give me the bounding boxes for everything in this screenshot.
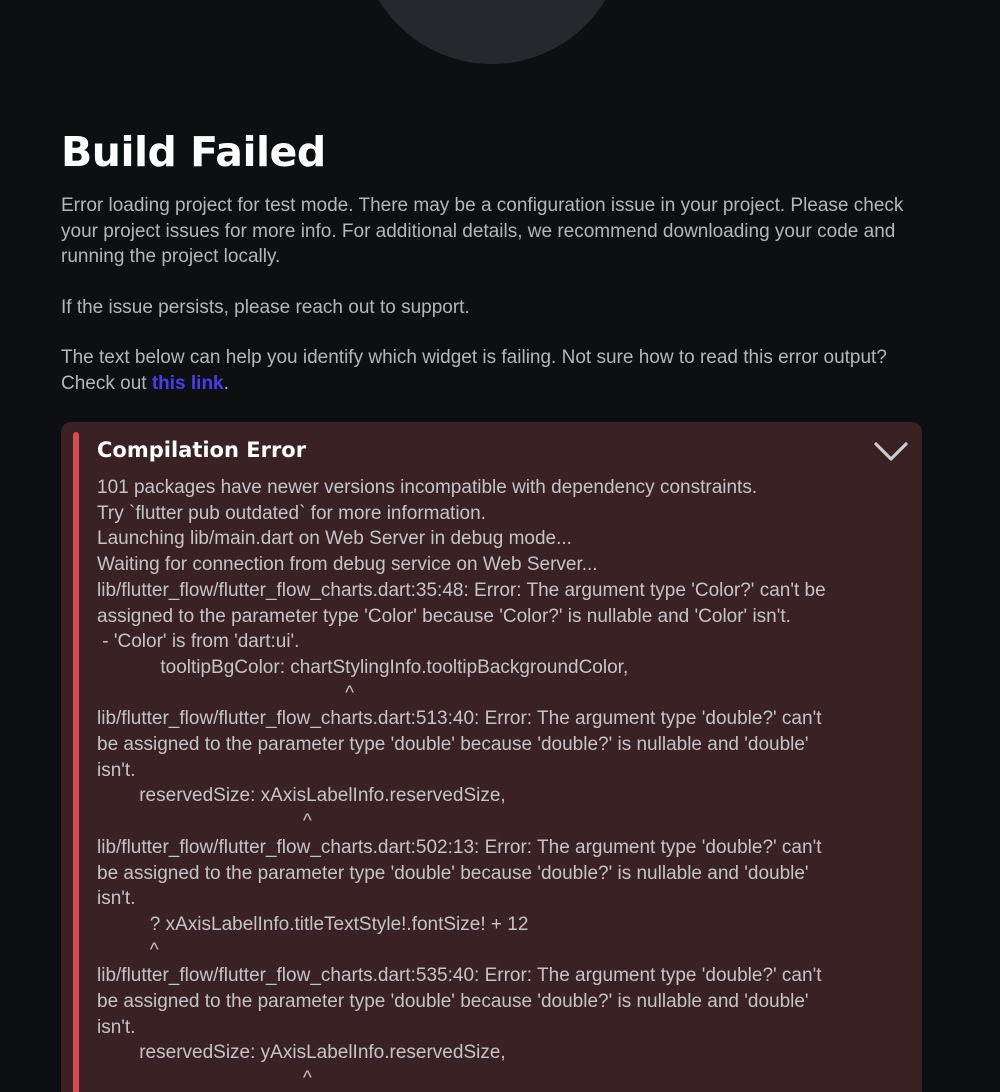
chevron-down-icon (873, 438, 909, 466)
page-title: Build Failed (61, 128, 326, 176)
compilation-error-panel (61, 422, 922, 1092)
error-illustration (360, 0, 624, 64)
error-accent-bar (73, 432, 79, 1092)
help-link[interactable]: this link (151, 372, 224, 394)
main-content (61, 126, 923, 396)
help-text (61, 345, 923, 396)
support-text: If the issue persists, please reach out to support. (61, 296, 470, 318)
error-output: 101 packages have newer versions incompatible with dependency constraints. Try `flutter pub outdated` for more information. Launching lib/main.dart on Web Server in debug mode... Waiting for connection from debug service on Web Server... lib/flutter_flow/flutter_flow_charts.dart:35:48: Error: The argument type 'Color?' can't be assigned to the parameter type 'Color' because 'Color?' is nullable and 'Color' isn't. - 'Color' is from 'dart:ui'. tooltipBgColor: chartStylingInfo.tooltipBackgroundColor, ^ lib/flutter_flow/flutter_flow_charts.dart:513:40: Error: The argument type 'double?' can't be assigned to the parameter type 'double' because 'double?' is nullable and 'double' isn't. reservedSize: xAxisLabelInfo.reservedSize, ^ lib/flutter_flow/flutter_flow_charts.dart:502:13: Error: The argument type 'double?' can't be assigned to the parameter type 'double' because 'double?' is nullable and 'double' isn't. ? xAxisLabelInfo.titleTextStyle!.fontSize! + 12 ^ lib/flutter_flow/flutter_flow_charts.dart:535:40: Error: The argument type 'double?' can't be assigned to the parameter type 'double' because 'double?' is nullable and 'double' isn't. reservedSize: yAxisLabelInfo.reservedSize, ^ (97, 477, 826, 1090)
error-panel-title: Compilation Error (97, 438, 307, 462)
help-text-after: . (223, 372, 229, 394)
error-description: Error loading project for test mode. There may be a configuration issue in your project. Please check your project issues for more info. For additional details, we recommend downloading your code and running the project locally. (61, 195, 904, 267)
collapse-toggle-button[interactable] (873, 438, 909, 466)
help-text-before: The text below can help you identify which widget is failing. Not sure how to read this error output? Check out (61, 347, 887, 394)
